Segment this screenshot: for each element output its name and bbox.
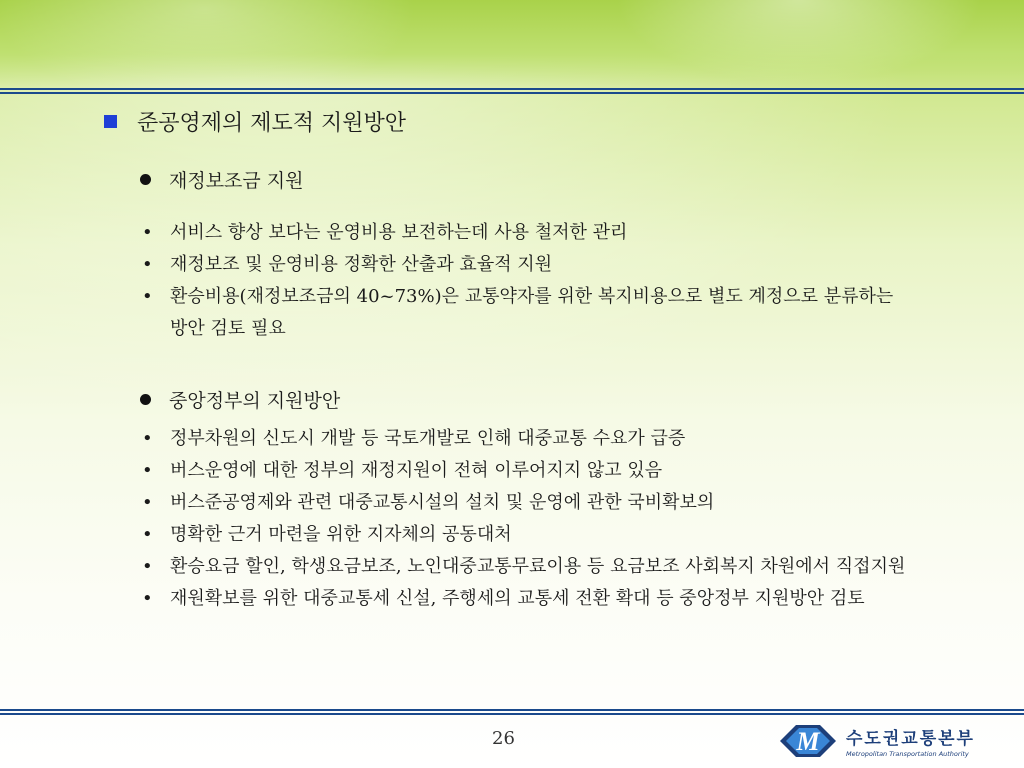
organization-logo bbox=[778, 722, 975, 760]
slide-title-row bbox=[104, 106, 406, 137]
header-rule bbox=[0, 88, 1024, 90]
section-heading bbox=[140, 166, 304, 193]
bullet-icon: • bbox=[142, 254, 153, 275]
list-item: • 환승비용(재정보조금의 40~73%)은 교통약자를 위한 복지비용으로 별도 계정으로 분류하는 방안 검토 필요 bbox=[142, 281, 942, 345]
square-bullet-icon bbox=[104, 115, 117, 128]
section-heading bbox=[140, 386, 340, 413]
bullet-icon: • bbox=[142, 492, 153, 513]
footer-rule bbox=[0, 713, 1024, 715]
bullet-icon: • bbox=[142, 428, 153, 449]
metropolitan-logo-icon bbox=[778, 722, 838, 760]
list-item: • 버스운영에 대한 정부의 재정지원이 전혀 이루어지지 않고 있음 bbox=[142, 455, 942, 487]
list-item: • 환승요금 할인, 학생요금보조, 노인대중교통무료이용 등 요금보조 사회복지 차원에서 직접지원 bbox=[142, 551, 942, 583]
header-band bbox=[0, 0, 1024, 90]
page-number: 26 bbox=[492, 728, 515, 749]
bullet-icon: • bbox=[142, 588, 153, 609]
bullet-icon: • bbox=[142, 556, 153, 577]
section-item-list bbox=[142, 217, 942, 345]
list-item: • 정부차원의 신도시 개발 등 국토개발로 인해 대중교통 수요가 급증 bbox=[142, 423, 942, 455]
bullet-icon: • bbox=[142, 222, 153, 243]
section-item-list bbox=[142, 423, 942, 615]
bullet-icon: • bbox=[142, 286, 153, 307]
logo-korean-text: 수도권교통본부 bbox=[846, 729, 975, 749]
bullet-icon: • bbox=[142, 460, 153, 481]
bullet-icon: • bbox=[142, 524, 153, 545]
section-heading-text: 재정보조금 지원 bbox=[169, 170, 304, 192]
circle-bullet-icon bbox=[140, 394, 151, 405]
list-item: • 재원확보를 위한 대중교통세 신설, 주행세의 교통세 전환 확대 등 중앙정부 지원방안 검토 bbox=[142, 583, 942, 615]
header-rule bbox=[0, 92, 1024, 94]
list-item: • 명확한 근거 마련을 위한 지자체의 공동대처 bbox=[142, 519, 942, 551]
logo-english-text: Metropolitan Transportation Authority bbox=[846, 750, 969, 758]
list-item: • 서비스 향상 보다는 운영비용 보전하는데 사용 철저한 관리 bbox=[142, 217, 942, 249]
svg-text:M: M bbox=[796, 727, 820, 756]
circle-bullet-icon bbox=[140, 174, 151, 185]
list-item: • 버스준공영제와 관련 대중교통시설의 설치 및 운영에 관한 국비확보의 bbox=[142, 487, 942, 519]
section-heading-text: 중앙정부의 지원방안 bbox=[169, 390, 341, 412]
slide-title: 준공영제의 제도적 지원방안 bbox=[137, 111, 407, 136]
footer-rule bbox=[0, 709, 1024, 711]
list-item: • 재정보조 및 운영비용 정확한 산출과 효율적 지원 bbox=[142, 249, 942, 281]
